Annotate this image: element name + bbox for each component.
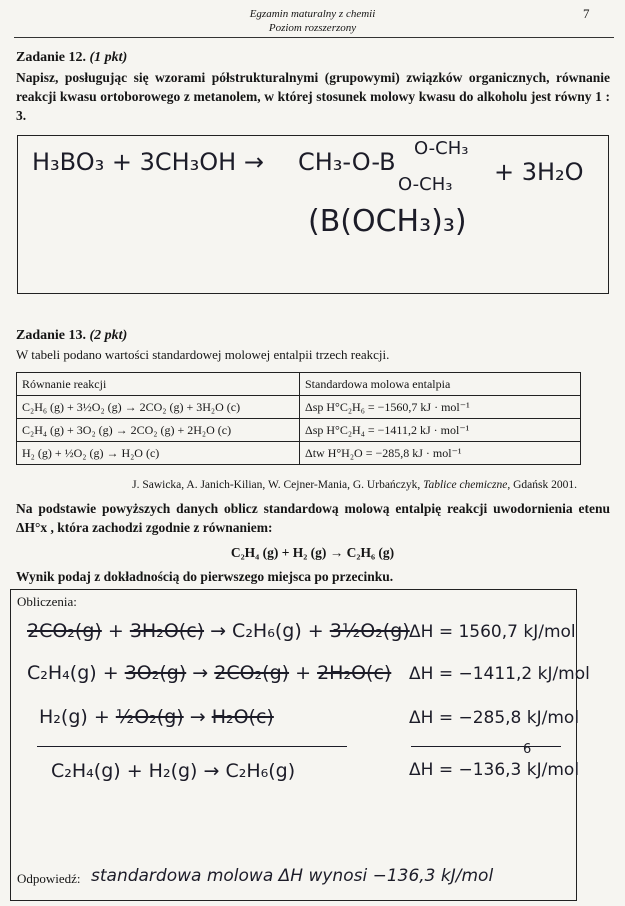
calc2-rhs-a: 2CO₂(g) bbox=[214, 662, 290, 684]
table-cell-enthalpy: Δsp H°C₂H₆ = −1560,7 kJ · mol⁻¹ bbox=[300, 396, 581, 419]
calculation-box bbox=[10, 589, 590, 901]
calc-sum-dh: ΔH = −136,3 kJ/mol bbox=[409, 760, 580, 780]
task13-question: Na podstawie powyższych danych oblicz standardową molową entalpię reakcji uwodornienia etenu ΔH°x , która zachodzi zgodnie z równaniem: bbox=[16, 501, 610, 535]
task12-branch-bottom: O-CH₃ bbox=[398, 174, 453, 195]
task12-points: (1 pkt) bbox=[89, 50, 128, 65]
calc-sum-equation: C₂H₄(g) + H₂(g) → C₂H₆(g) bbox=[51, 760, 296, 782]
table-citation bbox=[132, 479, 577, 491]
answer-label: Odpowiedź: bbox=[17, 871, 81, 886]
header-exam-title: Egzamin maturalny z chemii bbox=[249, 8, 376, 20]
task12-product-chain: CH₃-O-B bbox=[298, 148, 396, 176]
task13-precision-note: Wynik podaj z dokładnością do pierwszego miejsca po przecinku. bbox=[16, 569, 394, 584]
task12-water: + 3H₂O bbox=[494, 158, 584, 186]
task13-points: (2 pkt) bbox=[89, 328, 128, 343]
page-number: 7 bbox=[583, 6, 590, 21]
calc1-lhs-a: 2CO₂(g) bbox=[27, 620, 102, 642]
calc-sum-correction: 6 bbox=[523, 742, 532, 757]
calc3-dh: ΔH = −285,8 kJ/mol bbox=[409, 708, 580, 728]
header-rule bbox=[14, 37, 614, 38]
calc2-plus: + bbox=[295, 662, 312, 684]
task12-reactants: H₃BO₃ + 3CH₃OH → bbox=[32, 148, 264, 176]
citation-title: Tablice chemiczne bbox=[423, 479, 508, 491]
task12-title: Zadanie 12. bbox=[16, 50, 87, 65]
task13-title: Zadanie 13. bbox=[16, 328, 87, 343]
table-cell-enthalpy: Δtw H°H₂O = −285,8 kJ · mol⁻¹ bbox=[300, 442, 581, 465]
calc3-rhs: H₂O(c) bbox=[211, 706, 274, 728]
table-cell-equation: C₂H₆ (g) + 3½O₂ (g) → 2CO₂ (g) + 3H₂O (c) bbox=[17, 396, 300, 419]
calc2-arrow: → bbox=[192, 662, 209, 684]
calc1-dh: ΔH = 1560,7 kJ/mol bbox=[409, 622, 576, 642]
calc2-lhs-b: 3O₂(g) bbox=[124, 662, 187, 684]
calc1-arrow: → C₂H₆(g) + bbox=[210, 620, 324, 642]
calc3-arrow: → bbox=[189, 706, 206, 728]
table-cell-enthalpy: Δsp H°C₂H₄ = −1411,2 kJ · mol⁻¹ bbox=[300, 419, 581, 442]
calc-line-1 bbox=[27, 620, 410, 642]
header-level: Poziom rozszerzony bbox=[268, 22, 357, 34]
calc-label: Obliczenia: bbox=[17, 594, 77, 609]
table-row bbox=[17, 396, 581, 419]
task12-branch-top: O-CH₃ bbox=[414, 138, 469, 159]
enthalpy-table bbox=[16, 372, 581, 465]
sum-line-right bbox=[411, 746, 561, 747]
task12-condensed-formula: (B(OCH₃)₃) bbox=[308, 204, 467, 239]
table-cell-equation: H₂ (g) + ½O₂ (g) → H₂O (c) bbox=[17, 442, 300, 465]
calc1-rhs-b: 3½O₂(g) bbox=[329, 620, 410, 642]
calc3-lhs-b: ½O₂(g) bbox=[115, 706, 184, 728]
calc-line-2 bbox=[27, 662, 391, 684]
citation-authors: J. Sawicka, A. Janich-Kilian, W. Cejner-Mania, G. Urbańczyk, bbox=[132, 479, 421, 491]
answer-text: standardowa molowa ΔH wynosi −136,3 kJ/mol bbox=[91, 866, 494, 886]
calc1-plus: + bbox=[107, 620, 124, 642]
table-header-row bbox=[17, 373, 581, 396]
calc1-lhs-b: 3H₂O(c) bbox=[129, 620, 205, 642]
calc2-rhs-b: 2H₂O(c) bbox=[317, 662, 392, 684]
task12-instruction: Napisz, posługując się wzorami półstrukturalnymi (grupowymi) związków organicznych, równanie reakcji kwasu ortoborowego z metanolem, w której stosunek molowy kwasu do alkoholu jest równy 1 : 3. bbox=[16, 70, 610, 123]
table-row bbox=[17, 419, 581, 442]
citation-tail: , Gdańsk 2001. bbox=[507, 479, 577, 491]
sum-line-left bbox=[37, 746, 347, 747]
task12-answer-box bbox=[17, 135, 609, 294]
table-cell-equation: C₂H₄ (g) + 3O₂ (g) → 2CO₂ (g) + 2H₂O (c) bbox=[17, 419, 300, 442]
calc2-dh: ΔH = −1411,2 kJ/mol bbox=[409, 664, 590, 684]
task13-heading bbox=[16, 328, 127, 344]
task13-intro: W tabeli podano wartości standardowej molowej entalpii trzech reakcji. bbox=[16, 347, 390, 362]
table-header-equation: Równanie reakcji bbox=[17, 373, 300, 396]
task12-heading bbox=[16, 50, 127, 66]
task13-equation: C₂H₄ (g) + H₂ (g) → C₂H₆ (g) bbox=[230, 545, 395, 560]
table-row bbox=[17, 442, 581, 465]
table-header-enthalpy: Standardowa molowa entalpia bbox=[300, 373, 581, 396]
calc2-lhs: C₂H₄(g) + bbox=[27, 662, 119, 684]
calc3-lhs: H₂(g) + bbox=[39, 706, 110, 728]
calc-line-3 bbox=[39, 706, 274, 728]
